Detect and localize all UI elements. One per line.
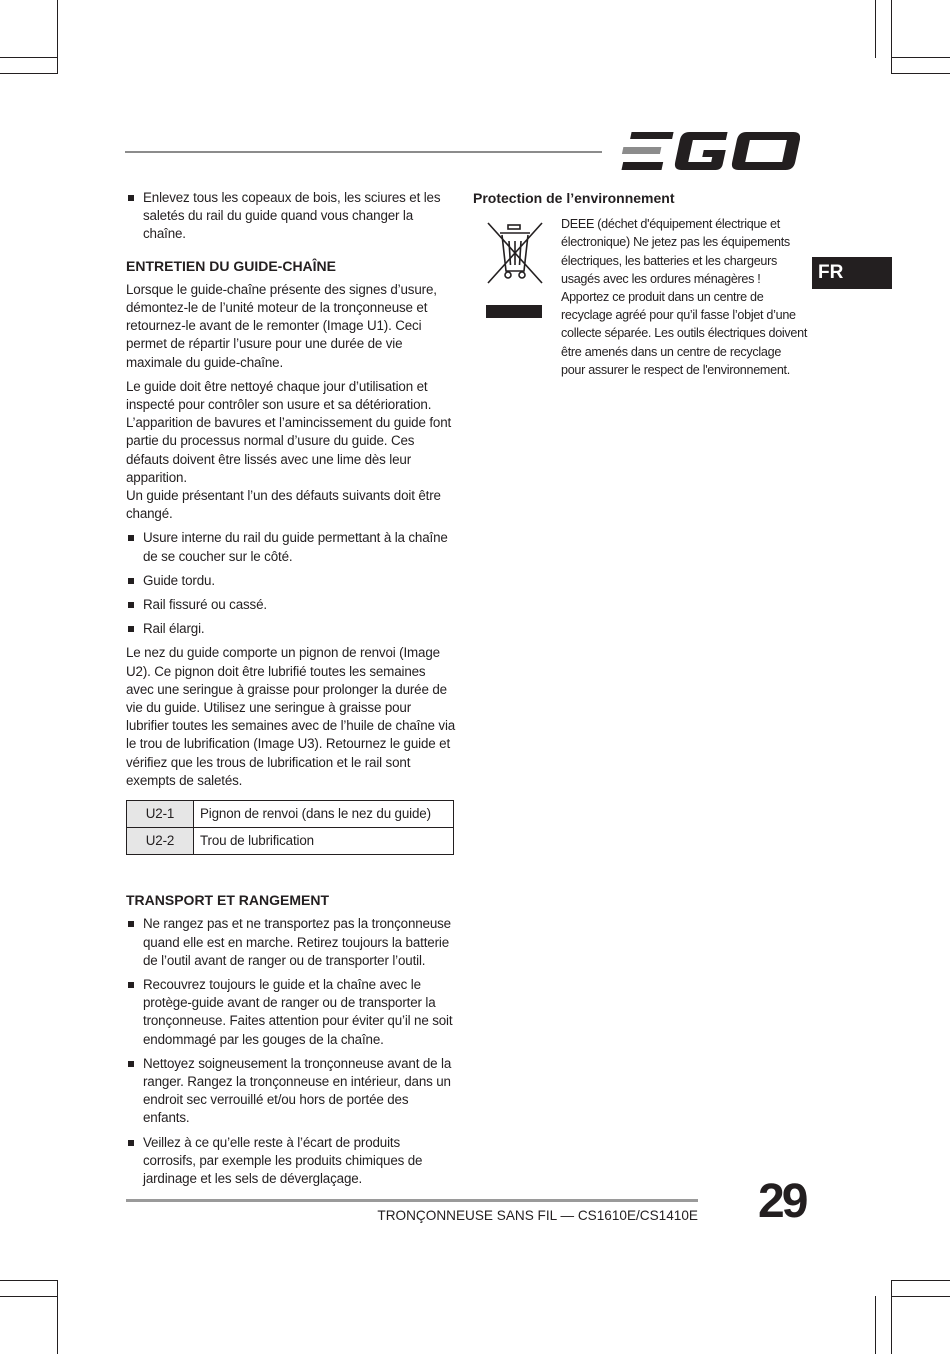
paragraph: Un guide présentant l’un des défauts suivants doit être changé. bbox=[126, 488, 441, 522]
crop-mark bbox=[0, 1296, 58, 1297]
list-item: Nettoyez soigneusement la tronçonneuse avant de la ranger. Rangez la tronçonneuse en intérieur, dans un endroit sec verrouillé et/ou hors de portée des enfants. bbox=[126, 1055, 456, 1128]
paragraph: Le nez du guide comporte un pignon de renvoi (Image U2). Ce pignon doit être lubrifié toutes les semaines avec une seringue à graisse pour prolonger la durée de vie du guide. Utilisez une seringue à graisse pour lubrifier toutes les semaines avec de l’huile de chaîne via le trou de lubrification (Image U3). Retournez le guide et vérifiez que les trous de lubrification et le rail sont exempts de saletés. bbox=[126, 645, 456, 788]
language-tab: FR bbox=[812, 257, 892, 289]
crop-mark bbox=[891, 1280, 950, 1281]
section-heading-transport: TRANSPORT ET RANGEMENT bbox=[126, 892, 329, 909]
crop-mark bbox=[891, 1296, 950, 1297]
section-heading-guide: ENTRETIEN DU GUIDE-CHAÎNE bbox=[126, 257, 337, 274]
section-heading-environment: Protection de l’environnement bbox=[473, 190, 675, 206]
table-row bbox=[127, 801, 454, 828]
parts-table bbox=[126, 800, 454, 855]
table-cell-value: Pignon de renvoi (dans le nez du guide) bbox=[194, 801, 454, 828]
left-column bbox=[126, 189, 456, 1194]
crop-mark bbox=[57, 1280, 58, 1354]
list-item: Ne rangez pas et ne transportez pas la tronçonneuse quand elle est en marche. Retirez toujours la batterie de l’outil avant de ranger ou de transporter l’outil. bbox=[126, 915, 456, 970]
crop-mark bbox=[57, 0, 58, 74]
list-item: Enlevez tous les copeaux de bois, les sciures et les saletés du rail du guide quand vous changer la chaîne. bbox=[126, 189, 456, 244]
page-number: 29 bbox=[758, 1175, 806, 1228]
footer-title: TRONÇONNEUSE SANS FIL — CS1610E/CS1410E bbox=[377, 1208, 698, 1223]
list-item: Guide tordu. bbox=[126, 572, 456, 590]
list-item: Veillez à ce qu’elle reste à l’écart de produits corrosifs, par exemple les produits chimiques de jardinage et les sels de déverglaçage. bbox=[126, 1134, 456, 1189]
table-cell-key: U2-1 bbox=[127, 801, 194, 828]
crop-mark bbox=[891, 73, 950, 74]
table-cell-key: U2-2 bbox=[127, 828, 194, 855]
crop-mark bbox=[0, 1280, 58, 1281]
list-item: Usure interne du rail du guide permettant à la chaîne de se coucher sur le côté. bbox=[126, 529, 456, 565]
ego-logo bbox=[618, 130, 800, 172]
crop-mark bbox=[875, 1296, 876, 1354]
environment-text: DEEE (déchet d'équipement électrique et électronique) Ne jetez pas les équipements électriques, les batteries et les chargeurs usagés avec les ordures ménagères ! Apportez ce produit dans un centre de recyclage agréé pour qu’il fasse l’objet d’une collecte séparée. Les outils électriques doivent être amenés dans un centre de recyclage pour assurer le respect de l'environnement. bbox=[561, 217, 808, 377]
paragraph: Lorsque le guide-chaîne présente des signes d’usure, démontez-le de l’unité moteur de la tronçonneuse et retournez-le avant de le remonter (Image U1). Ceci permet de répartir l’usure pour une durée de vie maximale du guide-chaîne. bbox=[126, 281, 437, 370]
list-item: Recouvrez toujours le guide et la chaîne avec le protège-guide avant de ranger ou de transporter la tronçonneuse. Faites attention pour éviter qu’il ne soit endommagé par les gouges de la chaîne. bbox=[126, 976, 456, 1049]
footer-rule bbox=[126, 1199, 698, 1202]
crossed-out-wheelie-bin-icon bbox=[486, 219, 544, 319]
table-cell-value: Trou de lubrification bbox=[194, 828, 454, 855]
crop-mark bbox=[891, 57, 950, 58]
crop-mark bbox=[891, 1280, 892, 1354]
crop-mark bbox=[0, 57, 58, 58]
crop-mark bbox=[0, 73, 58, 74]
paragraph: Le guide doit être nettoyé chaque jour d’utilisation et inspecté pour contrôler son usure et sa détérioration. L’apparition de bavures et l’amincissement du guide font partie du processus normal d’usure du guide. Ces défauts doivent être lissés avec une lime dès leur apparition. bbox=[126, 378, 452, 485]
table-row bbox=[127, 828, 454, 855]
right-column bbox=[473, 189, 808, 379]
crop-mark bbox=[875, 0, 876, 58]
crop-mark bbox=[891, 0, 892, 74]
list-item: Rail élargi. bbox=[126, 620, 456, 638]
header-rule bbox=[125, 151, 602, 153]
list-item: Rail fissuré ou cassé. bbox=[126, 596, 456, 614]
